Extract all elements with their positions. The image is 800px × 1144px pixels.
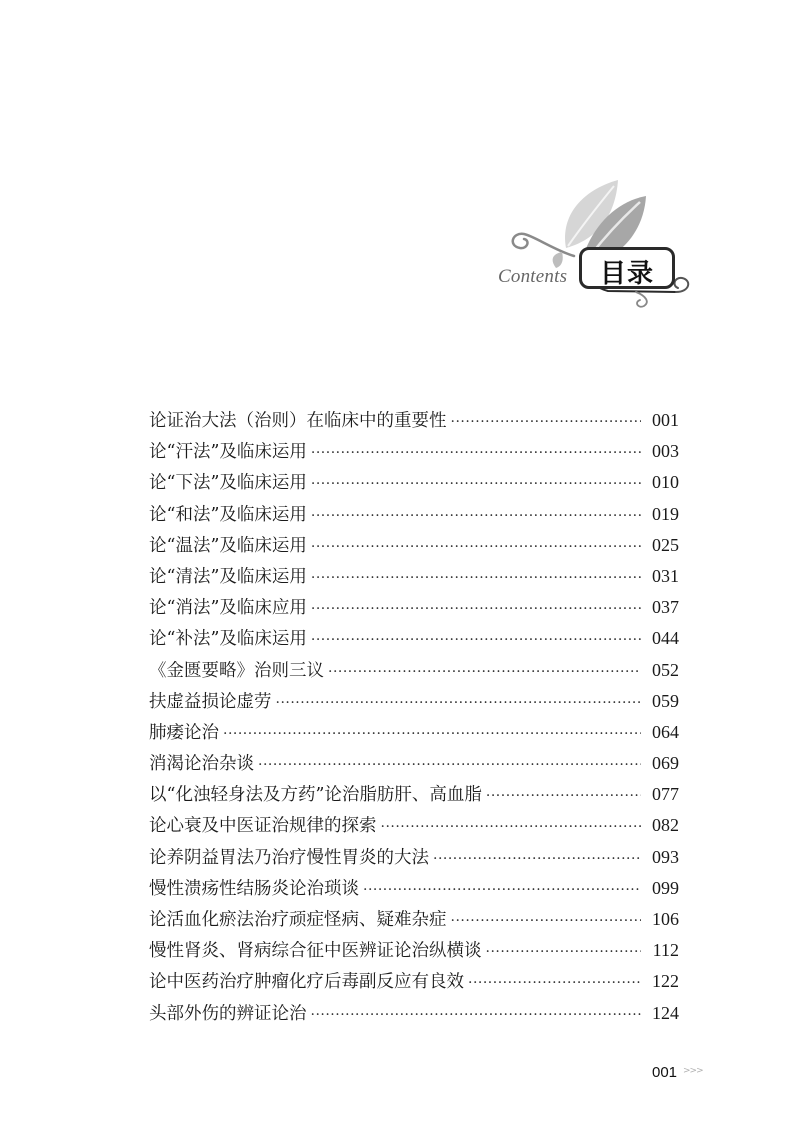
toc-entry-title: 论养阴益胃法乃治疗慢性胃炎的大法: [149, 847, 429, 868]
toc-entry[interactable]: [149, 655, 679, 686]
toc-leader-dots: [311, 563, 641, 594]
toc-entry-title: 论“温法”及临床运用: [149, 535, 307, 556]
toc-entry-title: 肺痿论治: [149, 722, 219, 743]
toc-leader-dots: [311, 594, 641, 625]
toc-leader-dots: [451, 906, 642, 937]
toc-entry[interactable]: [149, 810, 679, 841]
toc-leader-dots: [486, 937, 642, 968]
toc-leader-dots: [486, 781, 641, 812]
leaf-ornament-icon: [496, 176, 696, 316]
toc-entry-page: 019: [652, 503, 679, 524]
toc-entry-title: 论“下法”及临床运用: [149, 473, 307, 494]
toc-entry[interactable]: [149, 904, 679, 935]
toc-leader-dots: [451, 407, 642, 438]
toc-entry[interactable]: [149, 467, 679, 498]
toc-entry-page: 099: [652, 877, 679, 898]
toc-entry[interactable]: [149, 966, 679, 997]
page-title: 目录: [599, 259, 654, 289]
toc-entry[interactable]: [149, 530, 679, 561]
toc-entry[interactable]: [149, 436, 679, 467]
toc-entry[interactable]: [149, 935, 679, 966]
toc-leader-dots: [328, 657, 641, 688]
toc-leader-dots: [363, 875, 641, 906]
toc-entry-page: 077: [652, 784, 679, 805]
toc-entry[interactable]: [149, 748, 679, 779]
toc-entry-page: 093: [652, 846, 679, 867]
toc-entry-page: 064: [652, 721, 679, 742]
page-title-box: [579, 247, 675, 289]
toc-entry-title: 头部外伤的辨证论治: [149, 1003, 307, 1024]
toc-entry-page: 122: [652, 971, 679, 992]
toc-entry-page: 059: [652, 690, 679, 711]
toc-leader-dots: [311, 501, 641, 532]
toc-entry-page: 082: [652, 815, 679, 836]
toc-entry[interactable]: [149, 623, 679, 654]
contents-label: Contents: [498, 266, 568, 287]
page-arrows: >>>: [683, 1066, 703, 1076]
toc-entry[interactable]: [149, 561, 679, 592]
toc-entry-page: 106: [652, 909, 679, 929]
toc-leader-dots: [311, 532, 641, 563]
toc-entry-title: 以“化浊轻身法及方药”论治脂肪肝、高血脂: [149, 785, 482, 806]
toc-entry-title: 慢性溃疡性结肠炎论治琐谈: [149, 878, 359, 899]
toc-entry-title: 《金匮要略》治则三议: [149, 660, 324, 681]
toc-entry-page: 001: [652, 410, 679, 430]
toc-entry[interactable]: [149, 592, 679, 623]
toc-entry[interactable]: [149, 842, 679, 873]
toc-entry[interactable]: [149, 998, 679, 1029]
toc-entry-page: 069: [652, 753, 679, 774]
toc-entry-page: 052: [652, 659, 679, 680]
toc-entry[interactable]: [149, 405, 679, 436]
toc-leader-dots: [381, 812, 642, 843]
toc-entry[interactable]: [149, 686, 679, 717]
toc-entry-title: 论中医药治疗肿瘤化疗后毒副反应有良效: [149, 972, 464, 993]
toc-leader-dots: [311, 469, 641, 500]
toc-entry-title: 论“补法”及临床运用: [149, 629, 307, 650]
toc-entry-title: 论“汗法”及临床运用: [149, 442, 307, 463]
toc-entry-page: 044: [652, 628, 679, 649]
toc-entry-page: 025: [652, 534, 679, 555]
toc-entry-title: 论“清法”及临床运用: [149, 566, 307, 587]
toc-entry-title: 论心衰及中医证治规律的探索: [149, 816, 377, 837]
toc-entry-title: 论“消法”及临床应用: [149, 598, 307, 619]
toc-entry-page: 112: [652, 940, 679, 961]
toc-leader-dots: [311, 438, 641, 469]
toc-entry[interactable]: [149, 873, 679, 904]
toc-entry-page: 037: [652, 597, 679, 618]
toc-entry-title: 论活血化瘀法治疗顽症怪病、疑难杂症: [149, 910, 447, 930]
toc-entry-page: 010: [652, 472, 679, 493]
page-number: 001: [652, 1064, 678, 1081]
toc-leader-dots: [276, 688, 642, 719]
toc-entry[interactable]: [149, 499, 679, 530]
toc-leader-dots: [223, 719, 641, 750]
toc-entry-page: 124: [652, 1002, 679, 1023]
toc-entry-page: 003: [652, 441, 679, 462]
toc-entry-title: 消渴论治杂谈: [149, 754, 254, 775]
toc-entry-page: 031: [652, 565, 679, 586]
toc-leader-dots: [311, 625, 641, 656]
toc-entry-title: 论“和法”及临床运用: [149, 504, 307, 525]
toc-leader-dots: [258, 750, 641, 781]
table-of-contents: [149, 405, 679, 1029]
toc-entry-title: 扶虚益损论虚劳: [149, 691, 272, 712]
toc-entry[interactable]: [149, 717, 679, 748]
toc-entry[interactable]: [149, 779, 679, 810]
toc-leader-dots: [433, 844, 641, 875]
toc-entry-title: 论证治大法（治则）在临床中的重要性: [149, 411, 447, 431]
toc-leader-dots: [468, 968, 641, 999]
toc-entry-title: 慢性肾炎、肾病综合征中医辨证论治纵横谈: [149, 941, 482, 962]
contents-header: [496, 176, 696, 316]
toc-leader-dots: [311, 1000, 642, 1031]
